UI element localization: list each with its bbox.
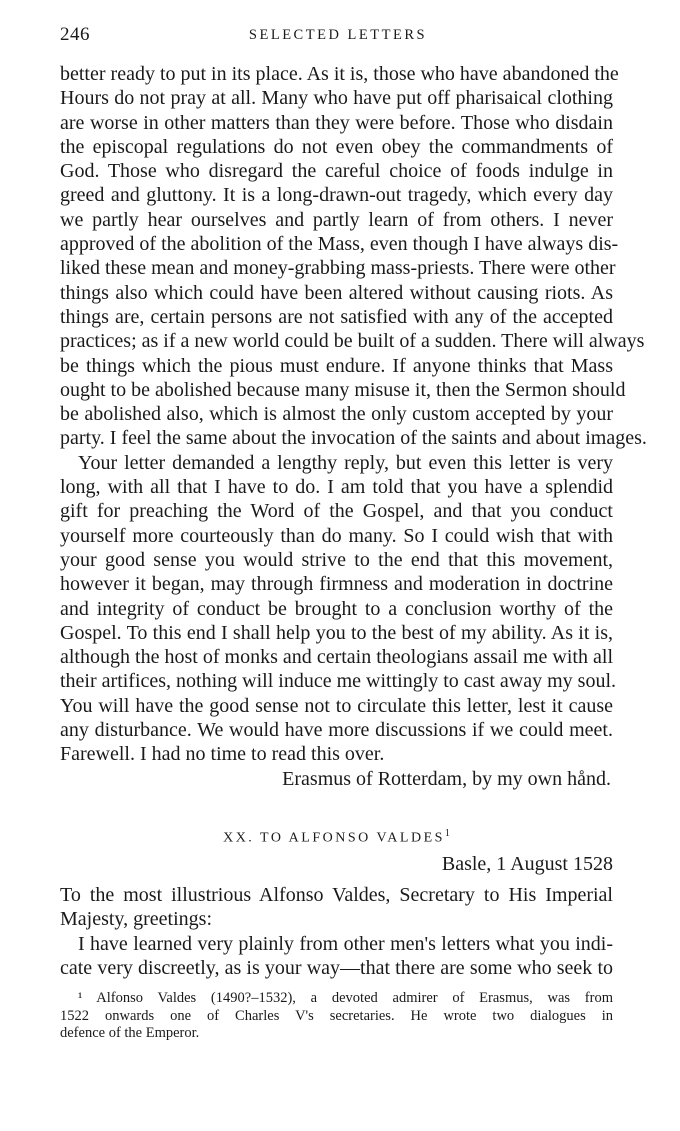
text-line: are worse in other matters than they were before. Those who disdain bbox=[60, 111, 613, 134]
text-line: long, with all that I have to do. I am told that you have a splendid bbox=[60, 476, 613, 499]
footnote-line: 1522 onwards one of Charles V's secretaries. He wrote two dialogues in bbox=[60, 1007, 613, 1024]
text-line: your good sense you would strive to the end that this movement, bbox=[60, 548, 613, 571]
text-line: I have learned very plainly from other men's letters what you indi- bbox=[78, 932, 613, 955]
text-line: Farewell. I had no time to read this over. bbox=[60, 743, 385, 766]
text-line: cate very discreetly, as is your way—that there are some who seek to bbox=[60, 956, 613, 979]
text-line: To the most illustrious Alfonso Valdes, Secretary to His Imperial bbox=[60, 884, 613, 906]
text-line: things are, certain persons are not satisfied with any of the accepted bbox=[60, 305, 613, 328]
text-line: things also which could have been altered without causing riots. As bbox=[60, 281, 613, 304]
text-line: Your letter demanded a lengthy reply, but even this letter is very bbox=[78, 451, 613, 474]
dateline: Basle, 1 August 1528 bbox=[441, 853, 613, 875]
page-number: 246 bbox=[60, 24, 90, 45]
footnote-line: defence of the Emperor. bbox=[60, 1025, 200, 1041]
text-line: Gospel. To this end I shall help you to the best of my ability. As it is, bbox=[60, 621, 613, 644]
text-line: liked these mean and money-grabbing mass-priests. There were other bbox=[60, 257, 616, 280]
text-line: better ready to put in its place. As it is, those who have abandoned the bbox=[60, 63, 619, 85]
running-head bbox=[60, 24, 616, 52]
text-line: any disturbance. We would have more discussions if we could meet. bbox=[60, 719, 613, 742]
text-line: be things which the pious must endure. If anyone thinks that Mass bbox=[60, 354, 613, 377]
footnote-line: ¹ Alfonso Valdes (1490?–1532), a devoted admirer of Erasmus, was from bbox=[78, 990, 613, 1006]
text-line: gift for preaching the Word of the Gospel, and that you conduct bbox=[60, 500, 613, 523]
text-line: God. Those who disregard the careful choice of foods indulge in bbox=[60, 160, 613, 183]
text-line: Majesty, greetings: bbox=[60, 908, 213, 931]
text-line: practices; as if a new world could be built of a sudden. There will always bbox=[60, 330, 645, 353]
text-line: ought to be abolished because many misuse it, then the Sermon should bbox=[60, 378, 626, 401]
text-line: however it began, may through firmness and moderation in doctrine bbox=[60, 573, 613, 596]
text-line: approved of the abolition of the Mass, even though I have always dis- bbox=[60, 233, 619, 256]
letter-heading bbox=[60, 828, 613, 847]
footnote-mark: 1 bbox=[444, 828, 450, 839]
signature: Erasmus of Rotterdam, by my own hånd. bbox=[282, 767, 611, 790]
text-line: You will have the good sense not to circulate this letter, lest it cause bbox=[60, 694, 613, 717]
text-line: be abolished also, which is almost the only custom accepted by your bbox=[60, 403, 613, 426]
letter-heading-text: XX. TO ALFONSO VALDES bbox=[223, 830, 445, 846]
text-line: greed and gluttony. It is a long-drawn-out tragedy, which every day bbox=[60, 184, 613, 207]
text-line: and integrity of conduct be brought to a conclusion worthy of the bbox=[60, 597, 613, 620]
text-line: we partly hear ourselves and partly learn of from others. I never bbox=[60, 208, 613, 231]
text-line: yourself more courteously than do many. So I could wish that with bbox=[60, 524, 613, 547]
text-line: Hours do not pray at all. Many who have put off pharisaical clothing bbox=[60, 87, 613, 110]
text-line: the episcopal regulations do not even obey the commandments of bbox=[60, 135, 613, 158]
letter-body-previous bbox=[60, 62, 647, 791]
running-title: SELECTED LETTERS bbox=[248, 27, 428, 43]
text-line: although the host of monks and certain theologians assail me with all bbox=[60, 646, 613, 669]
text-line: their artifices, nothing will induce me wittingly to cast away my soul. bbox=[60, 670, 616, 693]
letter-body-valdes bbox=[60, 883, 613, 980]
footnote bbox=[60, 990, 613, 1043]
text-line: party. I feel the same about the invocation of the saints and about images. bbox=[60, 427, 647, 450]
